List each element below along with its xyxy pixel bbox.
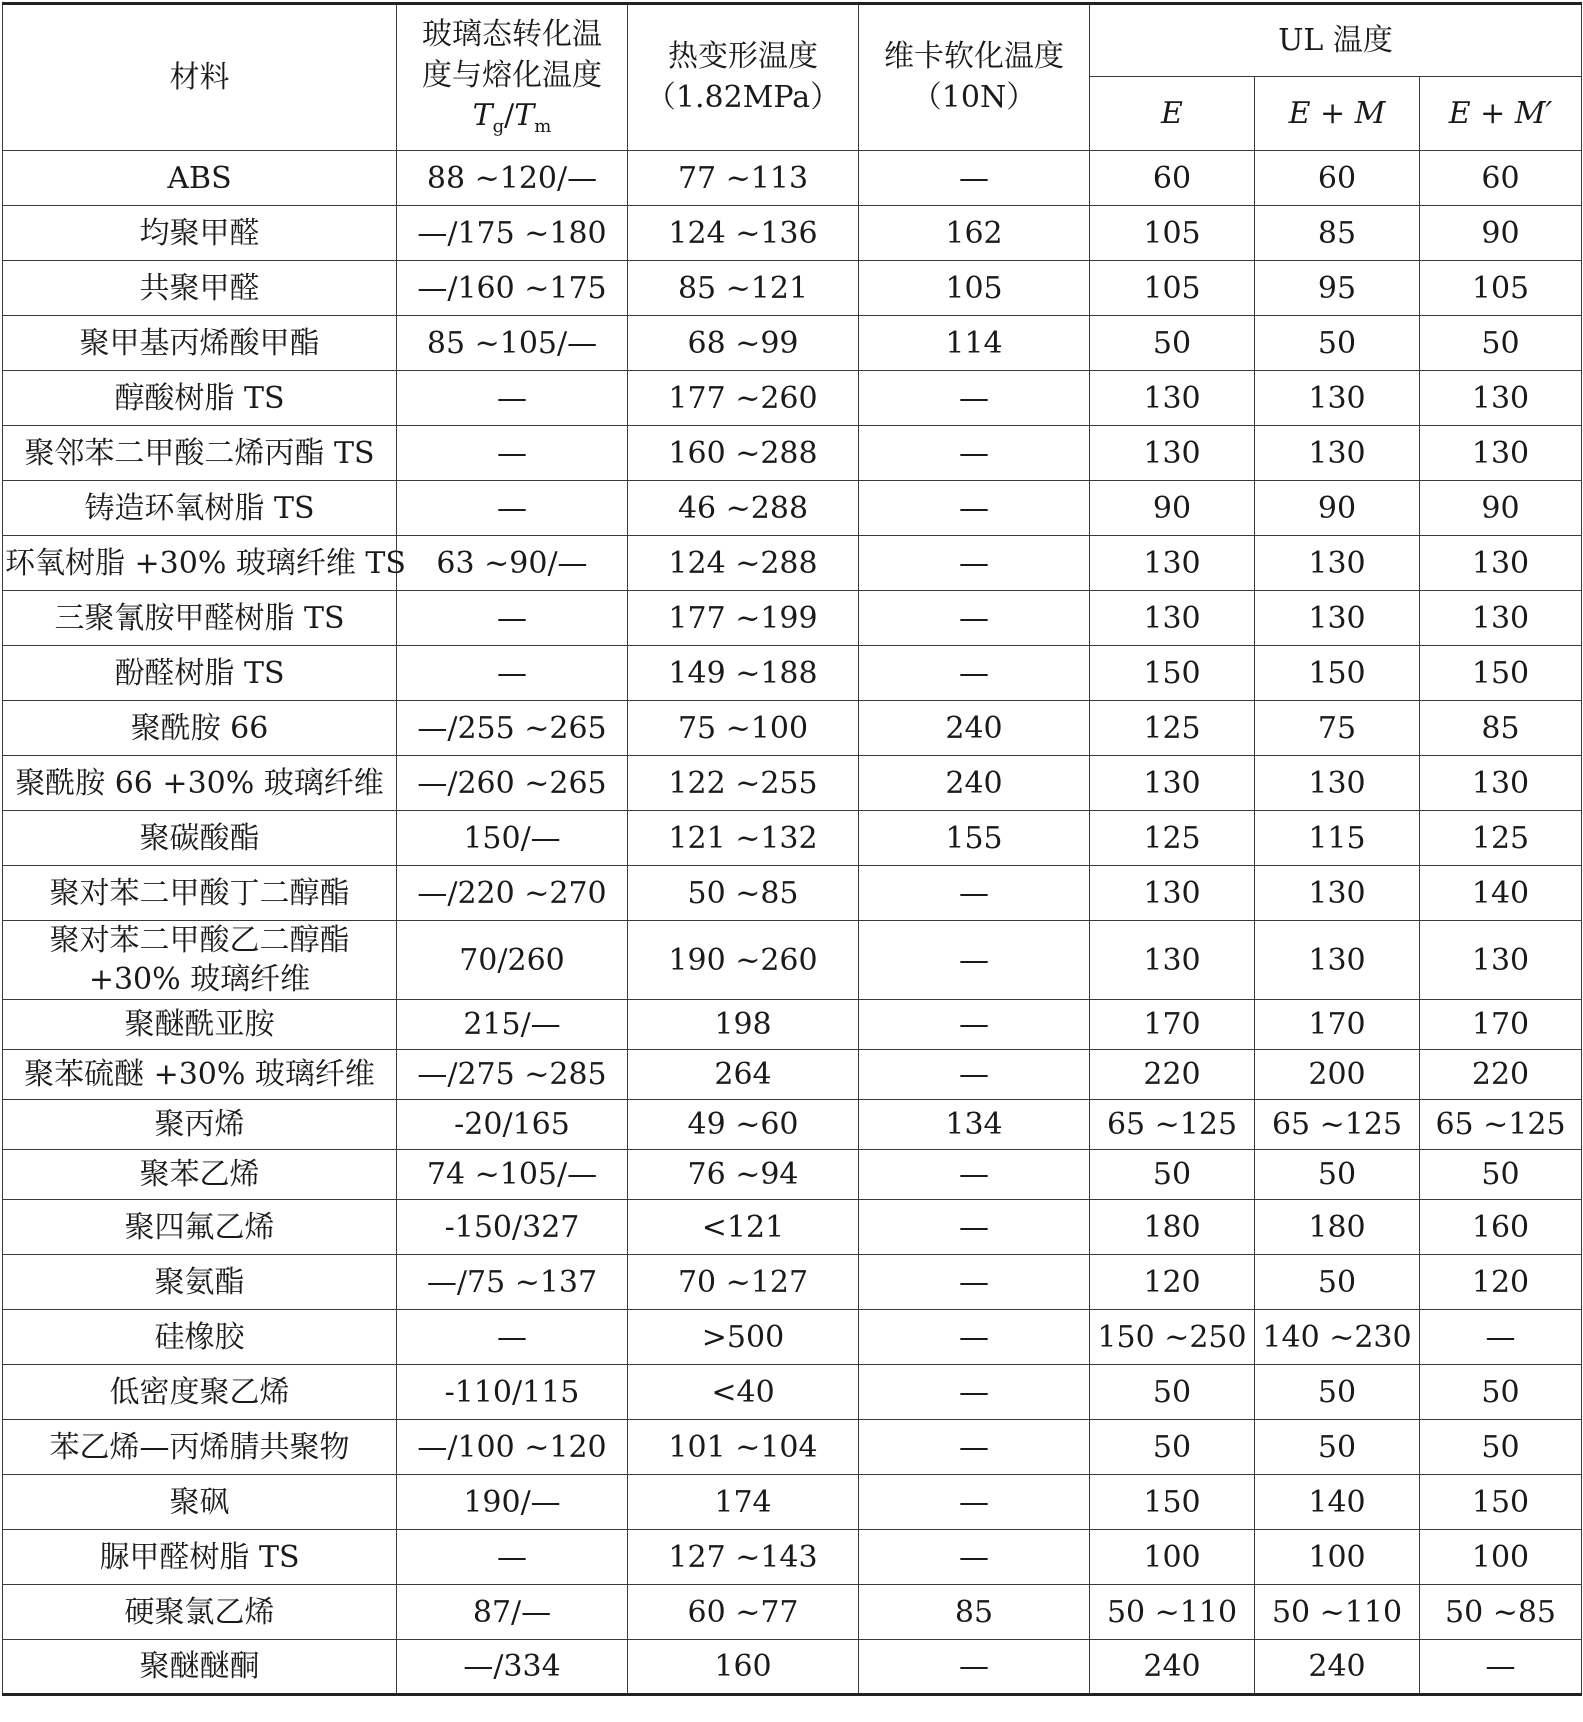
cell-material: 醇酸树脂 TS <box>3 371 397 426</box>
cell-emp: 130 <box>1420 591 1582 646</box>
header-vicat-line1: 维卡软化温度 <box>884 39 1064 74</box>
cell-vicat: — <box>859 1050 1090 1100</box>
cell-emp: 130 <box>1420 536 1582 591</box>
cell-emp: 65 ~125 <box>1420 1100 1582 1150</box>
cell-emp: 150 <box>1420 646 1582 701</box>
cell-e: 65 ~125 <box>1090 1100 1255 1150</box>
header-em: E + M <box>1255 77 1420 151</box>
header-tg-symbol <box>399 96 625 139</box>
cell-e: 240 <box>1090 1640 1255 1695</box>
cell-material-line1: 聚对苯二甲酸乙二醇酯 <box>49 923 350 958</box>
cell-em: 150 <box>1255 646 1420 701</box>
cell-material: 脲甲醛树脂 TS <box>3 1530 397 1585</box>
cell-hdt: 60 ~77 <box>628 1585 859 1640</box>
cell-tg: —/220 ~270 <box>397 866 628 921</box>
cell-emp: 90 <box>1420 206 1582 261</box>
cell-tg: — <box>397 426 628 481</box>
cell-vicat: 85 <box>859 1585 1090 1640</box>
cell-vicat: — <box>859 371 1090 426</box>
cell-vicat: — <box>859 1310 1090 1365</box>
cell-emp: 50 <box>1420 1365 1582 1420</box>
cell-em: 240 <box>1255 1640 1420 1695</box>
cell-hdt: 50 ~85 <box>628 866 859 921</box>
table-row <box>3 1475 1582 1530</box>
cell-material: 酚醛树脂 TS <box>3 646 397 701</box>
cell-emp: 130 <box>1420 756 1582 811</box>
cell-hdt: 77 ~113 <box>628 151 859 206</box>
cell-e: 130 <box>1090 866 1255 921</box>
cell-hdt: 264 <box>628 1050 859 1100</box>
cell-tg: —/100 ~120 <box>397 1420 628 1475</box>
header-hdt-line1: 热变形温度 <box>668 39 818 74</box>
cell-e: 90 <box>1090 481 1255 536</box>
cell-em: 75 <box>1255 701 1420 756</box>
cell-hdt: 127 ~143 <box>628 1530 859 1585</box>
table-row <box>3 1200 1582 1255</box>
cell-emp: 130 <box>1420 371 1582 426</box>
header-tg-line2: 度与熔化温度 <box>422 57 602 93</box>
cell-vicat: — <box>859 536 1090 591</box>
cell-em: 50 ~110 <box>1255 1585 1420 1640</box>
cell-vicat: 240 <box>859 701 1090 756</box>
cell-hdt: 174 <box>628 1475 859 1530</box>
cell-em: 50 <box>1255 1420 1420 1475</box>
table-row <box>3 206 1582 261</box>
cell-tg: — <box>397 1530 628 1585</box>
cell-e: 150 <box>1090 646 1255 701</box>
cell-material: 聚碳酸酯 <box>3 811 397 866</box>
cell-vicat: — <box>859 1365 1090 1420</box>
cell-tg: —/255 ~265 <box>397 701 628 756</box>
cell-hdt: 68 ~99 <box>628 316 859 371</box>
cell-material: 聚丙烯 <box>3 1100 397 1150</box>
cell-e: 50 <box>1090 1420 1255 1475</box>
cell-material: 低密度聚乙烯 <box>3 1365 397 1420</box>
table-row <box>3 811 1582 866</box>
cell-vicat: 240 <box>859 756 1090 811</box>
cell-vicat: 114 <box>859 316 1090 371</box>
cell-vicat: — <box>859 1200 1090 1255</box>
cell-em: 100 <box>1255 1530 1420 1585</box>
cell-material: 聚酰胺 66 +30% 玻璃纤维 <box>3 756 397 811</box>
cell-tg: —/175 ~180 <box>397 206 628 261</box>
cell-emp: 125 <box>1420 811 1582 866</box>
table-row <box>3 371 1582 426</box>
cell-e: 125 <box>1090 811 1255 866</box>
cell-material: ABS <box>3 151 397 206</box>
cell-hdt: 190 ~260 <box>628 921 859 1000</box>
cell-hdt: 177 ~199 <box>628 591 859 646</box>
header-vicat-line2: （10N） <box>911 79 1037 115</box>
cell-tg: —/160 ~175 <box>397 261 628 316</box>
table-row <box>3 1420 1582 1475</box>
table-row <box>3 536 1582 591</box>
cell-vicat: 105 <box>859 261 1090 316</box>
cell-hdt: 70 ~127 <box>628 1255 859 1310</box>
cell-hdt: <121 <box>628 1200 859 1255</box>
cell-emp: 50 <box>1420 316 1582 371</box>
cell-emp: 130 <box>1420 426 1582 481</box>
cell-material: 聚苯硫醚 +30% 玻璃纤维 <box>3 1050 397 1100</box>
cell-material <box>3 921 397 1000</box>
cell-material: 聚醚醚酮 <box>3 1640 397 1695</box>
header-tg-tm <box>397 4 628 151</box>
cell-material: 聚酰胺 66 <box>3 701 397 756</box>
cell-tg: —/334 <box>397 1640 628 1695</box>
cell-em: 130 <box>1255 866 1420 921</box>
table-row <box>3 701 1582 756</box>
cell-em: 140 ~230 <box>1255 1310 1420 1365</box>
cell-em: 50 <box>1255 1365 1420 1420</box>
header-tg-g: g <box>492 116 505 138</box>
cell-emp: 50 <box>1420 1150 1582 1200</box>
cell-hdt: 124 ~136 <box>628 206 859 261</box>
cell-emp: 60 <box>1420 151 1582 206</box>
cell-em: 95 <box>1255 261 1420 316</box>
cell-vicat: 155 <box>859 811 1090 866</box>
cell-emp: 170 <box>1420 1000 1582 1050</box>
cell-emp: 120 <box>1420 1255 1582 1310</box>
header-ul: UL 温度 <box>1090 4 1582 77</box>
cell-emp: 50 ~85 <box>1420 1585 1582 1640</box>
cell-e: 130 <box>1090 591 1255 646</box>
cell-vicat: — <box>859 426 1090 481</box>
cell-hdt: 101 ~104 <box>628 1420 859 1475</box>
cell-material: 聚甲基丙烯酸甲酯 <box>3 316 397 371</box>
table-row <box>3 1365 1582 1420</box>
cell-tg: 215/— <box>397 1000 628 1050</box>
cell-hdt: >500 <box>628 1310 859 1365</box>
cell-e: 50 <box>1090 1150 1255 1200</box>
header-tg-line1: 玻璃态转化温 <box>422 17 602 53</box>
cell-em: 130 <box>1255 371 1420 426</box>
table-row <box>3 426 1582 481</box>
header-tm-m: m <box>534 116 552 138</box>
cell-emp: — <box>1420 1310 1582 1365</box>
cell-hdt: 76 ~94 <box>628 1150 859 1200</box>
cell-tg: 85 ~105/— <box>397 316 628 371</box>
cell-e: 100 <box>1090 1530 1255 1585</box>
cell-tg: —/275 ~285 <box>397 1050 628 1100</box>
cell-material: 聚氨酯 <box>3 1255 397 1310</box>
cell-hdt: 49 ~60 <box>628 1100 859 1150</box>
cell-e: 120 <box>1090 1255 1255 1310</box>
cell-em: 90 <box>1255 481 1420 536</box>
cell-vicat: 134 <box>859 1100 1090 1150</box>
cell-material: 三聚氰胺甲醛树脂 TS <box>3 591 397 646</box>
cell-emp: 50 <box>1420 1420 1582 1475</box>
table-row <box>3 1255 1582 1310</box>
table-row <box>3 1310 1582 1365</box>
table-row <box>3 591 1582 646</box>
cell-material: 铸造环氧树脂 TS <box>3 481 397 536</box>
cell-em: 170 <box>1255 1000 1420 1050</box>
table-row <box>3 1150 1582 1200</box>
cell-vicat: 162 <box>859 206 1090 261</box>
cell-vicat: — <box>859 1475 1090 1530</box>
cell-e: 150 ~250 <box>1090 1310 1255 1365</box>
cell-emp: 130 <box>1420 921 1582 1000</box>
table-row <box>3 756 1582 811</box>
cell-e: 125 <box>1090 701 1255 756</box>
cell-tg: 190/— <box>397 1475 628 1530</box>
cell-e: 180 <box>1090 1200 1255 1255</box>
cell-vicat: — <box>859 481 1090 536</box>
cell-material: 聚醚酰亚胺 <box>3 1000 397 1050</box>
cell-em: 140 <box>1255 1475 1420 1530</box>
table-row <box>3 921 1582 1000</box>
cell-em: 50 <box>1255 1255 1420 1310</box>
table-row <box>3 1000 1582 1050</box>
header-tg-T: T <box>472 98 493 134</box>
cell-hdt: 122 ~255 <box>628 756 859 811</box>
cell-tg: -110/115 <box>397 1365 628 1420</box>
table-row <box>3 866 1582 921</box>
cell-tg: -150/327 <box>397 1200 628 1255</box>
cell-tg: 74 ~105/— <box>397 1150 628 1200</box>
cell-em: 130 <box>1255 921 1420 1000</box>
table-row <box>3 1585 1582 1640</box>
cell-e: 220 <box>1090 1050 1255 1100</box>
cell-e: 50 <box>1090 316 1255 371</box>
cell-material: 环氧树脂 +30% 玻璃纤维 TS <box>3 536 397 591</box>
cell-tg: — <box>397 371 628 426</box>
header-e: E <box>1090 77 1255 151</box>
cell-e: 105 <box>1090 261 1255 316</box>
cell-tg: 63 ~90/— <box>397 536 628 591</box>
cell-emp: 100 <box>1420 1530 1582 1585</box>
cell-em: 50 <box>1255 1150 1420 1200</box>
cell-vicat: — <box>859 1530 1090 1585</box>
cell-em: 130 <box>1255 756 1420 811</box>
cell-hdt: 124 ~288 <box>628 536 859 591</box>
header-hdt <box>628 4 859 151</box>
cell-em: 50 <box>1255 316 1420 371</box>
cell-em: 130 <box>1255 536 1420 591</box>
cell-em: 200 <box>1255 1050 1420 1100</box>
cell-emp: 85 <box>1420 701 1582 756</box>
cell-emp: 140 <box>1420 866 1582 921</box>
cell-emp: 105 <box>1420 261 1582 316</box>
table-row <box>3 1100 1582 1150</box>
cell-e: 50 <box>1090 1365 1255 1420</box>
cell-e: 105 <box>1090 206 1255 261</box>
cell-hdt: 121 ~132 <box>628 811 859 866</box>
table-row <box>3 1640 1582 1695</box>
cell-hdt: 160 <box>628 1640 859 1695</box>
header-tm-T: T <box>514 98 535 134</box>
cell-em: 130 <box>1255 591 1420 646</box>
cell-e: 60 <box>1090 151 1255 206</box>
cell-vicat: — <box>859 646 1090 701</box>
cell-tg: 150/— <box>397 811 628 866</box>
cell-tg: — <box>397 481 628 536</box>
cell-material: 聚四氟乙烯 <box>3 1200 397 1255</box>
cell-emp: 220 <box>1420 1050 1582 1100</box>
header-material: 材料 <box>3 4 397 151</box>
cell-vicat: — <box>859 151 1090 206</box>
cell-material: 共聚甲醛 <box>3 261 397 316</box>
cell-em: 60 <box>1255 151 1420 206</box>
cell-hdt: 75 ~100 <box>628 701 859 756</box>
cell-hdt: 177 ~260 <box>628 371 859 426</box>
cell-e: 170 <box>1090 1000 1255 1050</box>
cell-material: 聚对苯二甲酸丁二醇酯 <box>3 866 397 921</box>
cell-vicat: — <box>859 1420 1090 1475</box>
cell-e: 130 <box>1090 426 1255 481</box>
cell-tg: —/75 ~137 <box>397 1255 628 1310</box>
table-row <box>3 1530 1582 1585</box>
cell-vicat: — <box>859 921 1090 1000</box>
cell-vicat: — <box>859 591 1090 646</box>
cell-vicat: — <box>859 866 1090 921</box>
header-hdt-line2: （1.82MPa） <box>645 79 841 115</box>
cell-material: 硬聚氯乙烯 <box>3 1585 397 1640</box>
cell-hdt: 46 ~288 <box>628 481 859 536</box>
cell-material: 聚砜 <box>3 1475 397 1530</box>
table-row <box>3 481 1582 536</box>
cell-tg: — <box>397 646 628 701</box>
cell-em: 115 <box>1255 811 1420 866</box>
cell-material: 苯乙烯—丙烯腈共聚物 <box>3 1420 397 1475</box>
cell-tg: — <box>397 591 628 646</box>
header-emp: E + M′ <box>1420 77 1582 151</box>
cell-vicat: — <box>859 1150 1090 1200</box>
cell-hdt: 85 ~121 <box>628 261 859 316</box>
cell-tg: 70/260 <box>397 921 628 1000</box>
cell-vicat: — <box>859 1000 1090 1050</box>
cell-emp: — <box>1420 1640 1582 1695</box>
cell-tg: 88 ~120/— <box>397 151 628 206</box>
table-row <box>3 1050 1582 1100</box>
cell-emp: 150 <box>1420 1475 1582 1530</box>
cell-hdt: 198 <box>628 1000 859 1050</box>
cell-emp: 90 <box>1420 481 1582 536</box>
cell-tg: — <box>397 1310 628 1365</box>
table-row <box>3 316 1582 371</box>
cell-em: 130 <box>1255 426 1420 481</box>
table-row <box>3 151 1582 206</box>
table-body <box>3 151 1582 1695</box>
cell-e: 50 ~110 <box>1090 1585 1255 1640</box>
cell-e: 130 <box>1090 536 1255 591</box>
cell-material: 均聚甲醛 <box>3 206 397 261</box>
header-vicat <box>859 4 1090 151</box>
cell-vicat: — <box>859 1255 1090 1310</box>
cell-tg: 87/— <box>397 1585 628 1640</box>
cell-material-line2: +30% 玻璃纤维 <box>88 962 311 997</box>
header-tg-slash: / <box>504 98 515 134</box>
cell-e: 150 <box>1090 1475 1255 1530</box>
cell-material: 聚邻苯二甲酸二烯丙酯 TS <box>3 426 397 481</box>
cell-e: 130 <box>1090 921 1255 1000</box>
table-row <box>3 261 1582 316</box>
cell-e: 130 <box>1090 756 1255 811</box>
cell-hdt: 149 ~188 <box>628 646 859 701</box>
cell-hdt: <40 <box>628 1365 859 1420</box>
material-temperature-table <box>2 2 1582 1696</box>
cell-em: 180 <box>1255 1200 1420 1255</box>
table-row <box>3 646 1582 701</box>
cell-hdt: 160 ~288 <box>628 426 859 481</box>
cell-material: 硅橡胶 <box>3 1310 397 1365</box>
cell-tg: —/260 ~265 <box>397 756 628 811</box>
cell-tg: -20/165 <box>397 1100 628 1150</box>
cell-vicat: — <box>859 1640 1090 1695</box>
cell-material: 聚苯乙烯 <box>3 1150 397 1200</box>
cell-em: 65 ~125 <box>1255 1100 1420 1150</box>
cell-emp: 160 <box>1420 1200 1582 1255</box>
cell-em: 85 <box>1255 206 1420 261</box>
cell-e: 130 <box>1090 371 1255 426</box>
